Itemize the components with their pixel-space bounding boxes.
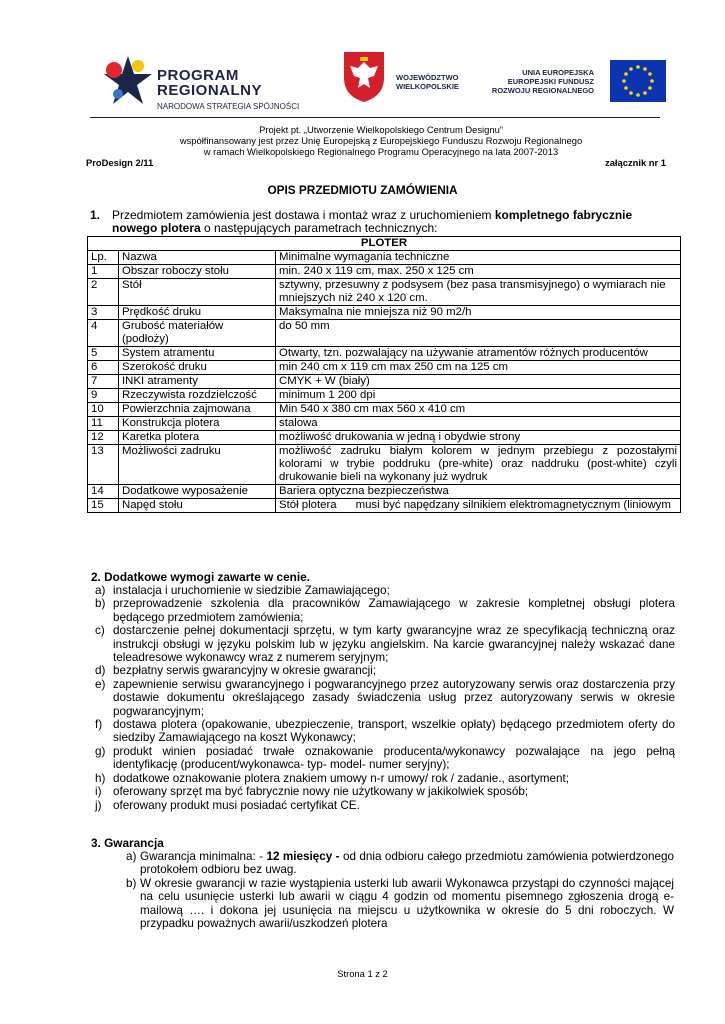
- item-text: przeprowadzenie szkolenia dla pracowników Zamawiającego w zakresie kompletnej obsługi plotera będącego przedmiotem zamówienia;: [113, 597, 675, 624]
- row-lp: 5: [88, 347, 119, 361]
- section-3-heading: 3. Gwarancja: [91, 836, 164, 850]
- item-text: zapewnienie serwisu gwarancyjnego i pogwarancyjnego przez autoryzowany serwis oraz dostarczenia przy dostawie dokumentu określającego zasady świadczenia usług przez autoryzowany serwis w okresie pogwarancyjnym;: [113, 677, 675, 718]
- woj-line2: WIELKOPOLSKIE: [396, 82, 459, 91]
- row-nazwa: Obszar roboczy stołu: [119, 265, 276, 279]
- page-footer: Strona 1 z 2: [337, 968, 388, 979]
- plotter-spec-table: [87, 236, 681, 513]
- row-lp: 4: [88, 320, 119, 347]
- section-2-heading: 2. Dodatkowe wymogi zawarte w cenie.: [91, 570, 310, 584]
- program-subtitle: NARODOWA STRATEGIA SPÓJNOŚCI: [157, 102, 300, 111]
- row-nazwa: Szerokość druku: [119, 361, 276, 375]
- reference-number: ProDesign 2/11: [86, 157, 154, 168]
- row-nazwa: Grubość materiałów (podłoży): [119, 320, 276, 347]
- row-nazwa: Konstrukcja plotera: [119, 417, 276, 431]
- item-label: a): [95, 584, 106, 597]
- row-lp: 13: [88, 445, 119, 485]
- item-label: d): [95, 664, 106, 678]
- item-text: W okresie gwarancji w razie wystąpienia usterki lub awarii Wykonawca przystąpi do czynności mającej na celu usunięcie usterki lub awarii w ciągu 4 godzin od momentu pisemnego zgłoszenia drogą e-mailową …. i dokona jej usunięcia na miejscu u użytkownika w okresie do 5 dni roboczych. W przypadku poważnych awarii/uszkodzeń plotera: [140, 876, 674, 931]
- row-lp: 9: [88, 389, 119, 403]
- table-header-row: [88, 251, 681, 265]
- row-lp: 1: [88, 265, 119, 279]
- row-wymagania: Bariera optyczna bezpieczeństwa: [276, 485, 681, 499]
- row-lp: 14: [88, 485, 119, 499]
- row-wymagania: Stół plotera musi być napędzany silnikiem elektromagnetycznym (liniowym: [276, 499, 681, 513]
- row-wymagania: Maksymalna nie mniejsza niż 90 m2/h: [276, 306, 681, 320]
- table-row: [88, 403, 681, 417]
- list-item: [104, 877, 674, 931]
- row-nazwa: Napęd stołu: [119, 499, 276, 513]
- header-nazwa: Nazwa: [119, 251, 276, 265]
- table-title: PLOTER: [88, 237, 681, 251]
- item-label: j): [95, 798, 102, 812]
- item-label: b): [95, 597, 106, 611]
- ue-line2: EUROPEJSKI FUNDUSZ: [507, 77, 594, 86]
- table-row: [88, 445, 681, 485]
- item-text-bold: 12 miesięcy -: [266, 850, 340, 863]
- program-regionalny-logo: [100, 48, 300, 114]
- section-3-list: [104, 850, 674, 930]
- table-row: [88, 265, 681, 279]
- document-title: OPIS PRZEDMIOTU ZAMÓWIENIA: [267, 183, 458, 197]
- project-line1: Projekt pt. „Utworzenie Wielkopolskiego Centrum Designu”: [259, 124, 503, 135]
- list-item: [104, 850, 674, 877]
- list-item: [95, 772, 675, 785]
- item-label: f): [95, 718, 103, 732]
- row-wymagania: do 50 mm: [276, 320, 681, 347]
- item-label: e): [95, 677, 106, 691]
- table-row: [88, 499, 681, 513]
- row-lp: 10: [88, 403, 119, 417]
- row-lp: 7: [88, 375, 119, 389]
- list-item: [95, 799, 675, 812]
- row-lp: 2: [88, 279, 119, 306]
- row-wymagania: min 240 cm x 119 cm max 250 cm na 125 cm: [276, 361, 681, 375]
- row-wymagania: Min 540 x 380 cm max 560 x 410 cm: [276, 403, 681, 417]
- table-row: [88, 417, 681, 431]
- table-row: [88, 347, 681, 361]
- row-wymagania: CMYK + W (biały): [276, 375, 681, 389]
- row-nazwa: Stół: [119, 279, 276, 306]
- row-lp: 6: [88, 361, 119, 375]
- row-lp: 11: [88, 417, 119, 431]
- table-row: [88, 375, 681, 389]
- item-text-a: Gwarancja minimalna: -: [140, 850, 267, 863]
- item-text: oferowany produkt musi posiadać certyfikat CE.: [113, 798, 360, 812]
- program-title-line2: REGIONALNY: [157, 82, 263, 99]
- table-row: [88, 320, 681, 347]
- row-wymagania: możliwość drukowania w jedną i obydwie strony: [276, 431, 681, 445]
- row-nazwa: System atramentu: [119, 347, 276, 361]
- row-nazwa: Powierzchnia zajmowana: [119, 403, 276, 417]
- item-text-b: od dnia odbioru całego przedmiotu zamówienia potwierdzonego protokołem odbioru bez uwag.: [140, 850, 674, 877]
- item-text: dostawa plotera (opakowanie, ubezpieczenie, transport, wszelkie opłaty) będącego przedmiotem oferty do siedziby Zamawiającego na koszt Wykonawcy;: [113, 718, 675, 745]
- list-item: [95, 678, 675, 718]
- program-title-line1: PROGRAM: [157, 67, 239, 84]
- item-text: dostarczenie pełnej dokumentacji sprzętu, w tym karty gwarancyjne wraz ze specyfikacją techniczną oraz instrukcji obsługi w języku polskim lub w języku angielskim. Na karcie gwarancyjnej należy wskazać dane teleadresowe wykonawcy wraz z numerem seryjnym;: [113, 624, 675, 665]
- row-lp: 15: [88, 499, 119, 513]
- row-wymagania: Otwarty, tzn. pozwalający na używanie atramentów różnych producentów: [276, 347, 681, 361]
- wojewodztwo-logo: [340, 48, 480, 108]
- table-row: [88, 361, 681, 375]
- header-divider: [90, 117, 660, 118]
- eu-logo: [488, 48, 666, 108]
- item-text: bezpłatny serwis gwarancyjny w okresie gwarancji;: [113, 664, 377, 678]
- table-row: [88, 485, 681, 499]
- program-star-icon: [100, 52, 156, 110]
- row-lp: 12: [88, 431, 119, 445]
- row-nazwa: Dodatkowe wyposażenie: [119, 485, 276, 499]
- section-1-number: 1.: [90, 208, 101, 222]
- header-wymagania: Minimalne wymagania techniczne: [276, 251, 681, 265]
- eagle-crest-icon: [340, 48, 388, 104]
- project-info: [86, 124, 676, 157]
- list-item: [95, 785, 675, 798]
- section-2-list: [95, 584, 675, 812]
- row-nazwa: Karetka plotera: [119, 431, 276, 445]
- woj-line1: WOJEWÓDZTWO: [396, 73, 459, 82]
- attachment-number: załącznik nr 1: [605, 157, 666, 168]
- list-item: [95, 745, 675, 772]
- row-nazwa: Prędkość druku: [119, 306, 276, 320]
- ue-line3: ROZWOJU REGIONALNEGO: [491, 86, 594, 95]
- row-nazwa: Możliwości zadruku: [119, 445, 276, 485]
- table-row: [88, 431, 681, 445]
- list-item: [95, 597, 675, 624]
- project-line2: współfinansowany jest przez Unię Europejską z Europejskiego Funduszu Rozwoju Regionalnego: [179, 135, 583, 146]
- section-1-text-a: Przedmiotem zamówienia jest dostawa i montaż wraz z uruchomieniem: [112, 208, 495, 222]
- ue-line1: UNIA EUROPEJSKA: [522, 68, 594, 77]
- item-label: h): [95, 771, 106, 785]
- item-text: oferowany sprzęt ma być fabrycznie nowy nie użytkowany w jakikolwiek sposób;: [113, 785, 529, 799]
- row-wymagania: stalowa: [276, 417, 681, 431]
- row-wymagania: sztywny, przesuwny z podsysem (bez pasa transmisyjnego) o wymiarach nie mniejszych niż 240 x 120 cm.: [276, 279, 681, 306]
- row-wymagania: możliwość zadruku białym kolorem w jednym przebiegu z pozostałymi kolorami w trybie poddruku (pre-white) oraz naddruku (post-white) czyli drukowanie bieli na wykonany już wydruk: [276, 445, 681, 485]
- row-lp: 3: [88, 306, 119, 320]
- list-item: [95, 718, 675, 745]
- table-row: [88, 306, 681, 320]
- list-item: [95, 664, 675, 677]
- section-1-text-b: o następujących parametrach technicznych:: [200, 221, 438, 235]
- list-item: [95, 624, 675, 664]
- table-row: [88, 279, 681, 306]
- row-wymagania: minimum 1 200 dpi: [276, 389, 681, 403]
- item-text: produkt winien posiadać trwałe oznakowanie producenta/wykonawcy pozwalające na jego pełną identyfikację (producent/wykonawca- typ- model- numer seryjny);: [113, 744, 675, 772]
- section-1-text-bold: kompletnego fabrycznie nowego plotera: [112, 208, 633, 235]
- item-label: g): [95, 744, 106, 758]
- row-nazwa: INKI atramenty: [119, 375, 276, 389]
- item-label: i): [95, 785, 102, 799]
- item-text: instalacja i uruchomienie w siedzibie Zamawiającego;: [113, 584, 390, 597]
- project-line3: w ramach Wielkopolskiego Regionalnego Programu Operacyjnego na lata 2007-2013: [203, 146, 559, 157]
- item-label: b): [126, 876, 137, 890]
- header-lp: Lp.: [88, 251, 119, 265]
- eu-flag-icon: [610, 60, 666, 102]
- row-nazwa: Rzeczywista rozdzielczość: [119, 389, 276, 403]
- item-label: c): [95, 624, 105, 638]
- list-item: [95, 584, 675, 597]
- item-text: dodatkowe oznakowanie plotera znakiem umowy n-r umowy/ rok / zadanie., asortyment;: [113, 771, 570, 785]
- section-1: [90, 209, 680, 235]
- table-row: [88, 389, 681, 403]
- row-wymagania: min. 240 x 119 cm, max. 250 x 125 cm: [276, 265, 681, 279]
- item-label: a): [126, 850, 137, 863]
- header-logos: [100, 44, 666, 116]
